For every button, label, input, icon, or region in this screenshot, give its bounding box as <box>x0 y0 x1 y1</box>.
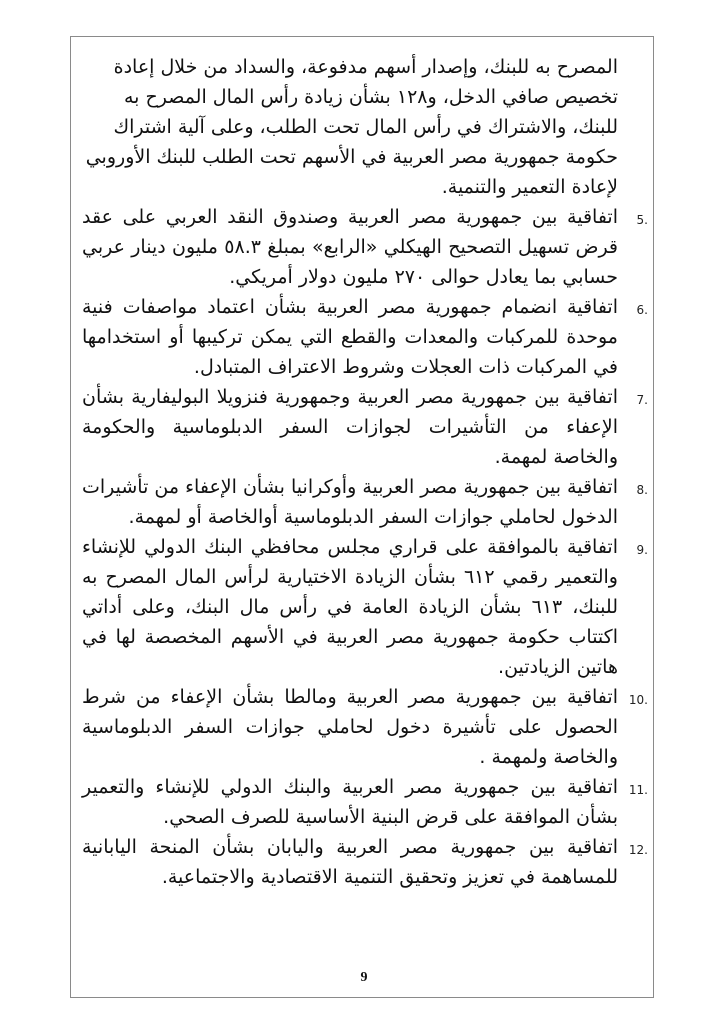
item-number: 7. <box>636 393 648 407</box>
item-body: للإنشاء والتعمير بشأن الموافقة على قرض البنية الأساسية للصرف الصحي. <box>82 776 618 828</box>
document-body <box>82 52 648 892</box>
list-item-5 <box>82 202 648 292</box>
list-item-11 <box>82 772 648 832</box>
list-item-10 <box>82 682 648 772</box>
item-body: بشأن الإعفاء من شرط الحصول على تأشيرة دخول لحاملي جوازات السفر الدبلوماسية والخاصة ولمهمة . <box>82 686 618 768</box>
item-text <box>82 532 618 682</box>
list-item-9 <box>82 532 648 682</box>
item-number: 8. <box>636 483 648 497</box>
item-text <box>82 682 618 772</box>
item-heading: اتفاقية بين جمهورية مصر العربية واليابان <box>266 836 619 858</box>
item-number: 9. <box>636 543 648 557</box>
list-item-12 <box>82 832 648 892</box>
item-heading: اتفاقية انضمام جمهورية مصر العربية بشأن اعتماد مواصفات <box>122 296 618 318</box>
item-number: 5. <box>636 213 648 227</box>
list-item-6 <box>82 292 648 382</box>
item-number: 12. <box>628 843 648 857</box>
list-item-8 <box>82 472 648 532</box>
item-body: البوليفارية بشأن الإعفاء من التأشيرات لجوازات السفر الدبلوماسية والحكومة والخاصة لمهمة. <box>82 386 618 468</box>
item-heading: اتفاقية بالموافقة على قراري مجلس محافظي البنك <box>204 536 618 558</box>
item-body: بشأن الإعفاء من تأشيرات الدخول لحاملي جوازات السفر الدبلوماسية أوالخاصة أو لمهمة. <box>82 476 618 528</box>
item-number: 10. <box>628 693 648 707</box>
item-body: الدولي للإنشاء والتعمير رقمي ٦١٢ بشأن الزيادة الاختيارية لرأس المال المصرح به للبنك، ٦١٣ بشأن الزيادة العامة في رأس مال البنك، وعلى أداتي اكتتاب حكومة جمهورية مصر العربية في الأسهم المخصصة لها في هاتين الزيادتين. <box>82 536 618 678</box>
item-number: 6. <box>636 303 648 317</box>
item-text <box>82 472 618 532</box>
item-heading: اتفاقية بين جمهورية مصر العربية ومالطا <box>284 686 618 708</box>
item-text <box>82 832 618 892</box>
item-heading: اتفاقية بين جمهورية مصر العربية وصندوق النقد <box>227 206 618 228</box>
item-text <box>82 772 618 832</box>
item-heading: اتفاقية بين جمهورية مصر العربية والبنك الدولي <box>220 776 618 798</box>
list-item-7 <box>82 382 648 472</box>
item-heading: اتفاقية بين جمهورية مصر العربية وجمهورية فنزويلا <box>216 386 618 408</box>
item-text <box>82 292 618 382</box>
page-number: 9 <box>360 970 368 985</box>
item-body: فنية موحدة للمركبات والمعدات والقطع التي يمكن تركيبها أو استخدامها في المركبات ذات العجلات وشروط الاعتراف المتبادل. <box>82 296 618 378</box>
item-text <box>82 382 618 472</box>
intro-paragraph: المصرح به للبنك، وإصدار أسهم مدفوعة، والسداد من خلال إعادة تخصيص صافي الدخل، و١٢٨ بشأن زيادة رأس المال المصرح به للبنك، والاشتراك في رأس المال تحت الطلب، وعلى آلية اشتراك حكومة جمهورية مصر العربية في الأسهم تحت الطلب للبنك الأوروبي لإعادة التعمير والتنمية. <box>85 56 618 198</box>
item-heading: اتفاقية بين جمهورية مصر العربية وأوكرانيا <box>291 476 619 498</box>
item-number: 11. <box>628 783 648 797</box>
item-body: بشأن المنحة اليابانية للمساهمة في تعزيز وتحقيق التنمية الاقتصادية والاجتماعية. <box>82 836 618 888</box>
item-text <box>82 202 618 292</box>
item-body: العربي على عقد قرض تسهيل التصحيح الهيكلي «الرابع» بمبلغ ٥٨.٣ مليون دينار عربي حسابي بما يعادل حوالى ٢٧٠ مليون دولار أمريكي. <box>82 206 619 288</box>
